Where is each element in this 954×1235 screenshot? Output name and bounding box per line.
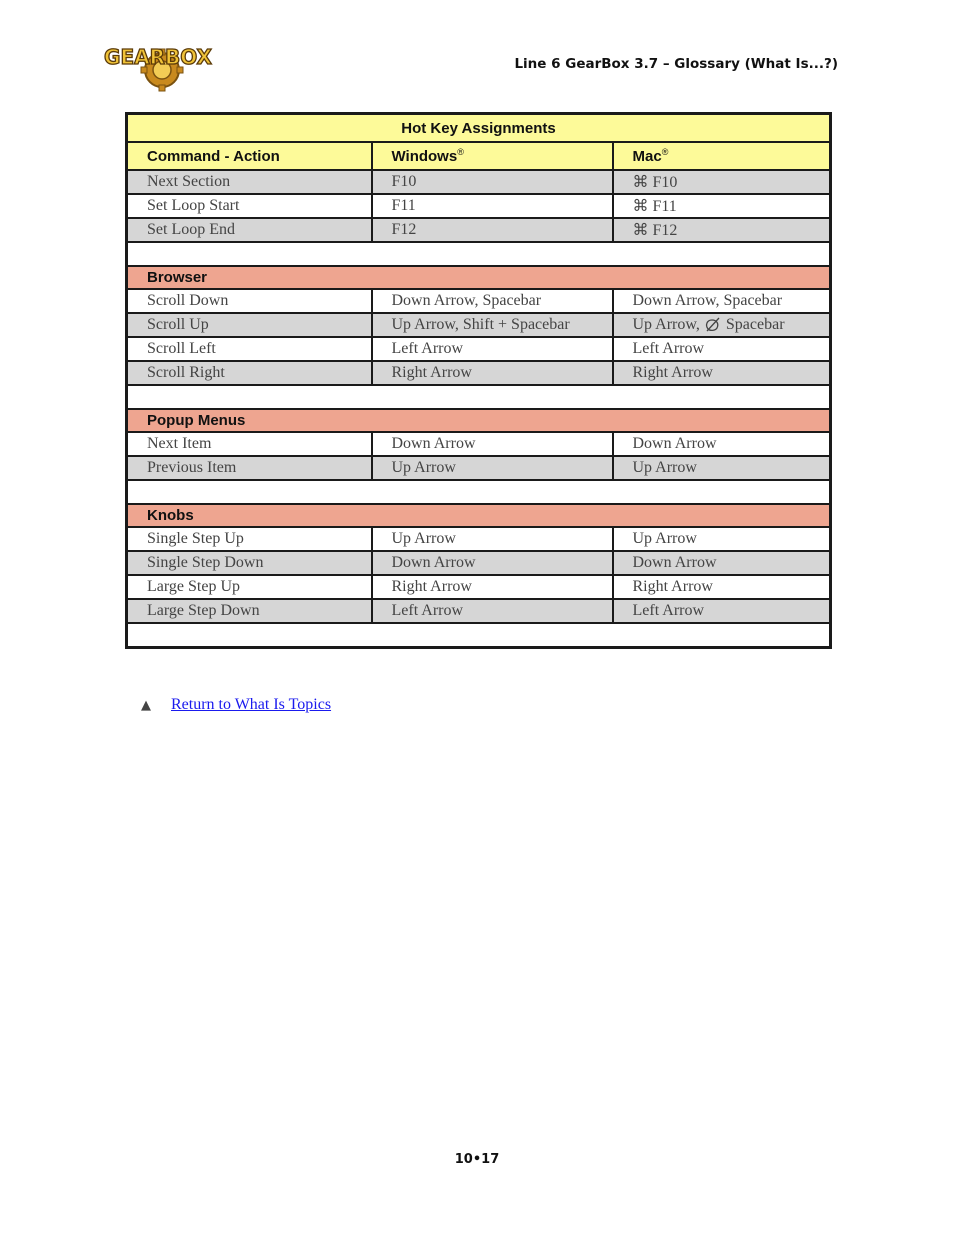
cell-mac: ⌘ F10 [613,170,831,194]
spacer-row [127,480,831,504]
cell-windows: Up Arrow [372,456,613,480]
option-key-icon [704,316,722,332]
cell-mac: Up Arrow [613,527,831,551]
cell-windows: Left Arrow [372,337,613,361]
return-to-topics-link[interactable]: Return to What Is Topics [171,696,332,713]
cell-action: Previous Item [127,456,372,480]
cell-action: Large Step Up [127,575,372,599]
cell-mac: ⌘ F12 [613,218,831,242]
cell-windows: Up Arrow, Shift + Spacebar [372,313,613,337]
cell-action: Large Step Down [127,599,372,623]
table-row [127,551,831,575]
cell-action: Scroll Down [127,289,372,313]
cell-mac: Right Arrow [613,575,831,599]
cell-windows: Down Arrow [372,432,613,456]
cell-action: Scroll Left [127,337,372,361]
section-row-browser [127,266,831,289]
cell-action: Single Step Down [127,551,372,575]
table-row [127,170,831,194]
cell-windows: F12 [372,218,613,242]
cell-mac: Up Arrow, Spacebar [613,313,831,337]
cell-mac: Down Arrow [613,432,831,456]
table-row [127,527,831,551]
column-header-mac: Mac® [613,142,831,170]
table-title: Hot Key Assignments [127,114,831,143]
document-header-title: Line 6 GearBox 3.7 – Glossary (What Is...?) [514,56,838,72]
table-row [127,337,831,361]
section-label: Knobs [127,504,831,527]
cell-mac: Left Arrow [613,337,831,361]
table-row [127,456,831,480]
section-label: Browser [127,266,831,289]
cell-action: Next Item [127,432,372,456]
cell-windows: F11 [372,194,613,218]
cell-mac: Left Arrow [613,599,831,623]
section-row-popup-menus [127,409,831,432]
table-row [127,218,831,242]
column-header-command: Command - Action [127,142,372,170]
column-header-windows: Windows® [372,142,613,170]
table-row [127,432,831,456]
cell-windows: Down Arrow [372,551,613,575]
page-number: 10•17 [454,1152,500,1167]
cell-action: Set Loop Start [127,194,372,218]
cell-windows: Left Arrow [372,599,613,623]
cell-windows: F10 [372,170,613,194]
gearbox-logo [104,40,212,94]
svg-text:GEARBOX: GEARBOX [104,45,212,69]
cell-action: Next Section [127,170,372,194]
column-header-row [127,142,831,170]
up-triangle-icon: ▲ [141,698,151,713]
cell-action: Single Step Up [127,527,372,551]
cell-windows: Up Arrow [372,527,613,551]
cell-windows: Right Arrow [372,361,613,385]
registered-mark: ® [457,147,464,157]
cell-mac: Down Arrow [613,551,831,575]
section-row-knobs [127,504,831,527]
table-row [127,599,831,623]
cell-mac: ⌘ F11 [613,194,831,218]
table-row [127,361,831,385]
cell-windows: Right Arrow [372,575,613,599]
hot-key-table [125,112,832,649]
spacer-row [127,385,831,409]
return-link-row [141,696,331,714]
cell-mac: Right Arrow [613,361,831,385]
cell-windows: Down Arrow, Spacebar [372,289,613,313]
cell-action: Scroll Right [127,361,372,385]
table-row [127,289,831,313]
section-label: Popup Menus [127,409,831,432]
cell-action: Set Loop End [127,218,372,242]
registered-mark: ® [661,147,669,157]
table-title-row [127,114,831,143]
spacer-row [127,623,831,648]
cell-mac: Down Arrow, Spacebar [613,289,831,313]
table-row [127,575,831,599]
table-row [127,313,831,337]
cell-mac: Up Arrow [613,456,831,480]
spacer-row [127,242,831,266]
table-row [127,194,831,218]
cell-action: Scroll Up [127,313,372,337]
